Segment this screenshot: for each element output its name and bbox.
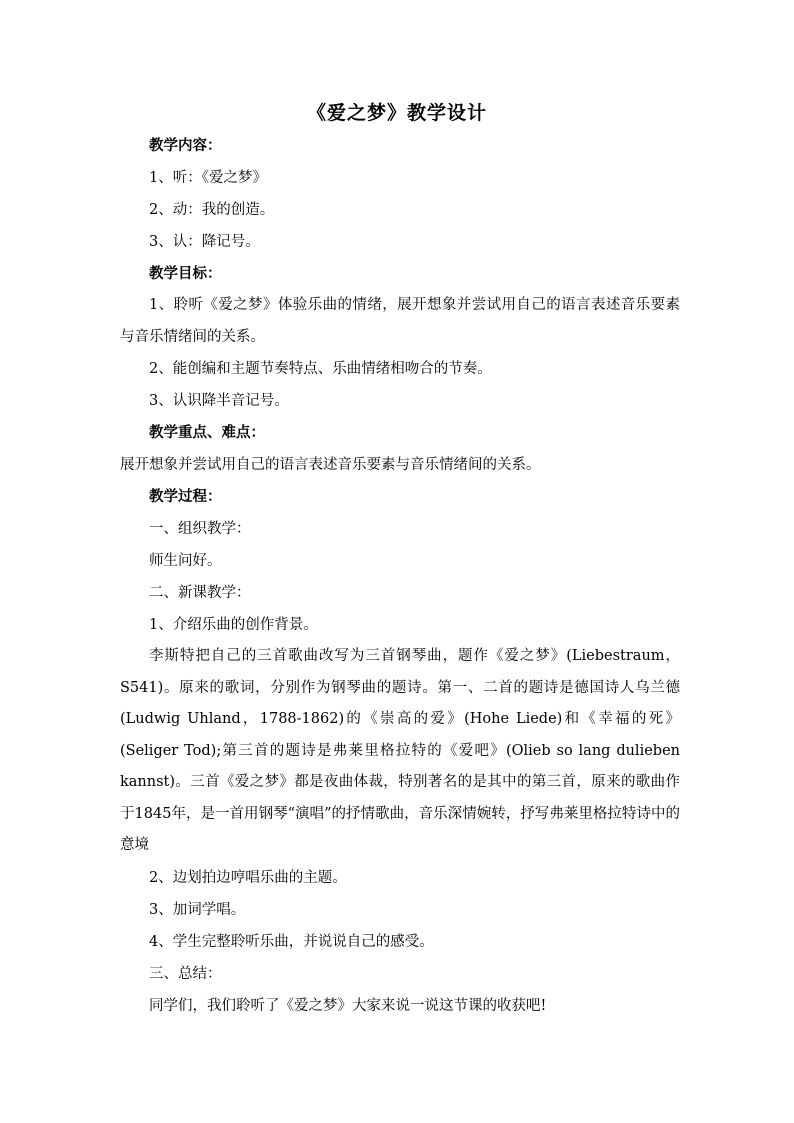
content-heading: 教学内容： (149, 137, 222, 154)
content-item: 1、听：《爱之梦》 (149, 170, 267, 186)
key-text: 展开想象并尝试用自己的语言表述音乐要素与音乐情绪间的关系。 (120, 457, 541, 473)
content-item: 3、认：降记号。 (149, 234, 260, 250)
goal-3: 3、认识降半音记号。 (149, 393, 289, 409)
document-body (120, 130, 680, 1022)
key-heading: 教学重点、难点： (149, 424, 265, 441)
goals-heading: 教学目标： (149, 265, 222, 282)
process-step-2-3: 3、加词学唱。 (149, 901, 246, 918)
background-paragraph (120, 641, 680, 862)
background-text: 李斯特把自己的三首歌曲改写为三首钢琴曲，题作《爱之梦》(Liebestraum，S541)。原来的歌词，分别作为钢琴曲的题诗。第一、二首的题诗是德国诗人乌兰德(Ludwig Uhland，1788-1862)的《崇高的爱》(Hohe Liede)和《幸福的死》(Seliger Tod);第三首的题诗是弗莱里格拉特的《爱吧》(Olieb so lang dulieben kannst)。三首《爱之梦》都是夜曲体裁，特别著名的是其中的第三首，原来的歌曲作于1845年，是一首用钢琴“演唱”的抒情歌曲，音乐深情婉转，抒写弗莱里格拉特诗中的意境 (120, 648, 680, 853)
process-step-1-text: 师生问好。 (149, 553, 222, 569)
goal-1: 1、聆听《爱之梦》体验乐曲的情绪，展开想象并尝试用自己的语言表述音乐要素与音乐情绪间的关系。 (120, 297, 680, 345)
process-heading: 教学过程： (149, 488, 222, 505)
process-step-1: 一、组织教学： (149, 521, 251, 537)
goal-2: 2、能创编和主题节奏特点、乐曲情绪相吻合的节奏。 (149, 361, 492, 377)
goal-paragraph (120, 290, 680, 353)
process-step-2-2: 2、边划拍边哼唱乐曲的主题。 (149, 869, 347, 886)
process-step-2-4: 4、学生完整聆听乐曲，并说说自己的感受。 (149, 933, 434, 950)
process-step-2-1: 1、介绍乐曲的创作背景。 (149, 617, 318, 633)
process-step-3: 三、总结： (149, 965, 222, 982)
summary-text: 同学们，我们聆听了《爱之梦》大家来说一说这节课的收获吧! (149, 997, 547, 1014)
document-title: 《爱之梦》教学设计 (306, 102, 487, 124)
process-step-2: 二、新课教学： (149, 585, 251, 601)
content-item: 2、动：我的创造。 (149, 202, 275, 218)
